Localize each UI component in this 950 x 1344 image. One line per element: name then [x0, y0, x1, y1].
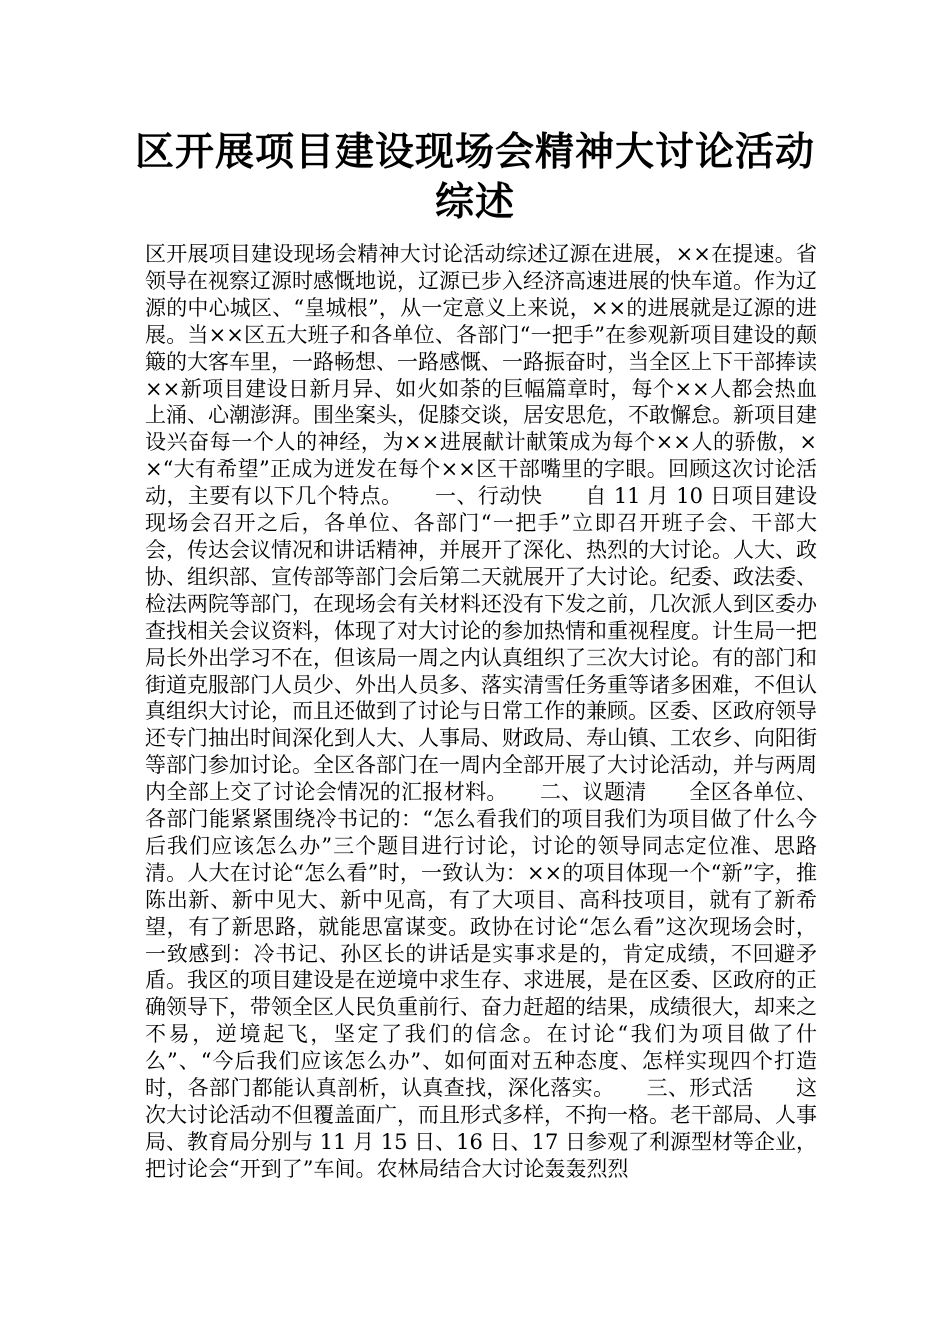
document-title: 区开展项目建设现场会精神大讨论活动综述 [134, 130, 815, 225]
document-body: 区开展项目建设现场会精神大讨论活动综述辽源在进展，××在提速。省领导在视察辽源时感慨地说，辽源已步入经济高速进展的快车道。作为辽源的中心城区、“皇城根”，从一定意义上来说，××的进展就是辽源的进展。当××区五大班子和各单位、各部门“一把手”在参观新项目建设的颠簸的大客车里，一路畅想、一路感慨、一路振奋时，当全区上下干部捧读××新项目建设日新月异、如火如荼的巨幅篇章时，每个××人都会热血上涌、心潮澎湃。围坐案头，促膝交谈，居安思危，不敢懈怠。新项目建设兴奋每一个人的神经，为××进展献计献策成为每个××人的骄傲，××“大有希望”正成为迸发在每个××区干部嘴里的字眼。回顾这次讨论活动，主要有以下几个特点。 一、行动快 自 11 月 10 日项目建设现场会召开之后，各单位、各部门“一把手”立即召开班子会、干部大会，传达会议情况和讲话精神，并展开了深化、热烈的大讨论。人大、政协、组织部、宣传部等部门会后第二天就展开了大讨论。纪委、政法委、检法两院等部门，在现场会有关材料还没有下发之前，几次派人到区委办查找相关会议资料，体现了对大讨论的参加热情和重视程度。计生局一把局长外出学习不在，但该局一周之内认真组织了三次大讨论。有的部门和街道克服部门人员少、外出人员多、落实清雪任务重等诸多困难，不但认真组织大讨论，而且还做到了讨论与日常工作的兼顾。区委、区政府领导还专门抽出时间深化到人大、人事局、财政局、寿山镇、工农乡、向阳街等部门参加讨论。全区各部门在一周内全部开展了大讨论活动，并与两周内全部上交了讨论会情况的汇报材料。 二、议题清 全区各单位、各部门能紧紧围绕冷书记的：“怎么看我们的项目我们为项目做了什么今后我们应该怎么办”三个题目进行讨论，讨论的领导同志定位准、思路清。人大在讨论“怎么看”时，一致认为：××的项目体现一个“新”字，推陈出新、新中见大、新中见高，有了大项目、高科技项目，就有了新希望，有了新思路，就能思富谋变。政协在讨论“怎么看”这次现场会时，一致感到：冷书记、孙区长的讲话是实事求是的，肯定成绩，不回避矛盾。我区的项目建设是在逆境中求生存、求进展，是在区委、区政府的正确领导下，带领全区人民负重前行、奋力赶超的结果，成绩很大，却来之不易，逆境起飞，坚定了我们的信念。在讨论“我们为项目做了什么”、“今后我们应该怎么办”、如何面对五种态度、怎样实现四个打造时，各部门都能认真剖析，认真查找，深化落实。 三、形式活 这次大讨论活动不但覆盖面广，而且形式多样，不拘一格。老干部局、人事局、教育局分别与 11 月 15 日、16 日、17 日参观了利源型材等企业，把讨论会“开到了”车间。农林局结合大讨论轰轰烈烈 [145, 242, 817, 1181]
